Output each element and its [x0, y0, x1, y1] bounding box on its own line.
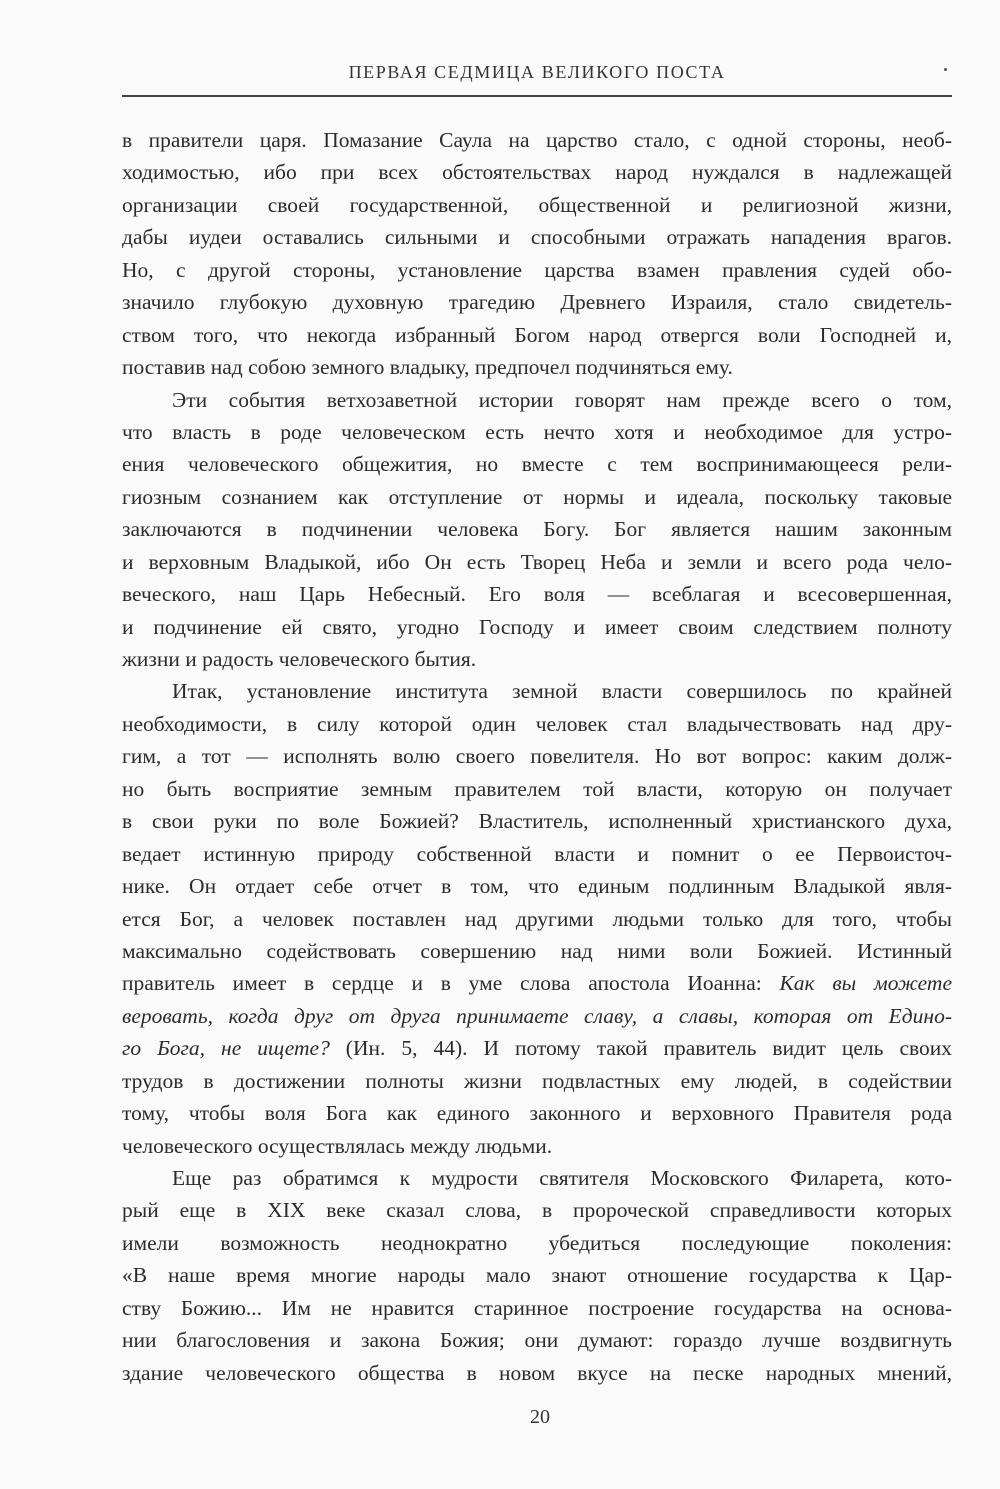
body-text	[122, 124, 952, 1389]
text-line: необходимости, в силу которой один человек стал владычествовать над дру-	[122, 711, 952, 736]
text-line: жизни и радость человеческого бытия.	[122, 647, 477, 671]
page-number: 20	[530, 1406, 550, 1428]
text-line: заключаются в подчинении человека Богу. Бог является нашим законным	[122, 517, 952, 542]
text-line: в правители царя. Помазание Саула на царство стало, с одной стороны, необ-	[122, 128, 952, 152]
text-line: рый еще в XIX веке сказал слова, в пророческой справедливости которых	[122, 1198, 952, 1223]
text-line: ведает истинную природу собственной власти и помнит о ее Первоисточ-	[122, 841, 952, 866]
text-line: дабы иудеи оставались сильными и способными отражать нападения врагов.	[122, 225, 952, 250]
text-line: гиозным сознанием как отступление от нормы и идеала, поскольку таковые	[122, 484, 952, 509]
text-line: тому, чтобы воля Бога как единого законного и верховного Правителя рода	[122, 1101, 952, 1126]
paragraph	[122, 384, 952, 676]
text-line: что власть в роде человеческом есть нечто хотя и необходимое для устро-	[122, 419, 952, 444]
text-line	[122, 1000, 952, 1032]
text-line: трудов в достижении полноты жизни подвластных ему людей, в содействии	[122, 1068, 952, 1093]
text-line	[122, 967, 952, 999]
text-line: Еще раз обратимся к мудрости святителя Московского Филарета, кото-	[172, 1166, 952, 1190]
text-line: ством того, что некогда избранный Богом народ отвергся воли Господней и,	[122, 322, 952, 347]
text-line: «В наше время многие народы мало знают отношение государства к Цар-	[122, 1263, 952, 1288]
text-line: Итак, установление института земной власти совершилось по крайней	[172, 679, 952, 704]
text-line: организации своей государственной, общественной и религиозной жизни,	[122, 192, 952, 217]
text-line: и верховным Владыкой, ибо Он есть Творец Неба и земли и всего рода чело-	[122, 549, 952, 574]
text-line: человеческого осуществлялась между людьми.	[122, 1133, 553, 1158]
text-line: ется Бог, а человек поставлен над другими людьми только для того, чтобы	[122, 906, 952, 931]
text-line: имели возможность неоднократно убедиться последующие поколения:	[122, 1230, 952, 1255]
header-rule	[122, 95, 952, 97]
text-line: Но, с другой стороны, установление царства взамен правления судей обо-	[122, 257, 952, 282]
text-line: и подчинение ей свято, угодно Господу и имеет своим следствием полноту	[122, 614, 952, 639]
text-line: гим, а тот — исполнять волю своего повелителя. Но вот вопрос: каким долж-	[122, 744, 952, 769]
text-line: значило глубокую духовную трагедию Древнего Израиля, стало свидетель-	[122, 290, 952, 315]
text-line: но быть восприятие земным правителем той власти, которую он получает	[122, 776, 952, 801]
text-line: ству Божию... Им не нравится старинное построение государства на основа-	[122, 1295, 952, 1320]
italic-quote: веровать, когда друг от друга принимаете славу, а славы, которая от Едино-	[122, 1003, 952, 1028]
text-line: ения человеческого общежития, но вместе с тем воспринимающееся рели-	[122, 452, 952, 477]
text-line: веческого, наш Царь Небесный. Его воля — всеблагая и всесовершенная,	[122, 582, 952, 607]
paragraph	[122, 1162, 952, 1389]
text-line: ходимостью, ибо при всех обстоятельствах народ нуждался в надлежащей	[122, 160, 952, 185]
text-line: в свои руки по воле Божией? Властитель, исполненный христианского духа,	[122, 809, 952, 834]
text-line: здание человеческого общества в новом вкусе на песке народных мнений,	[122, 1360, 952, 1385]
italic-quote: го Бога, не ищете?	[122, 1036, 330, 1061]
text-line: нике. Он отдает себе отчет в том, что единым подлинным Владыкой явля-	[122, 874, 952, 899]
text-line: нии благословения и закона Божия; они думают: гораздо лучше воздвигнуть	[122, 1328, 952, 1353]
text-segment: (Ин. 5, 44). И потому такой правитель видит цель своих	[329, 1036, 952, 1061]
paragraph	[122, 124, 952, 384]
paragraph	[122, 675, 952, 1162]
text-line: поставив над собою земного владыку, предпочел подчиняться ему.	[122, 355, 733, 380]
speck-mark	[944, 68, 947, 71]
text-line: Эти события ветхозаветной истории говорят нам прежде всего о том,	[172, 387, 952, 412]
italic-quote: Как вы можете	[779, 971, 952, 996]
text-line: максимально содействовать совершению над ними воли Божией. Истинный	[122, 938, 952, 963]
text-segment: правитель имеет в сердце и в уме слова апостола Иоанна:	[122, 971, 780, 996]
text-line	[122, 1032, 952, 1064]
running-header: ПЕРВАЯ СЕДМИЦА ВЕЛИКОГО ПОСТА	[348, 62, 726, 82]
